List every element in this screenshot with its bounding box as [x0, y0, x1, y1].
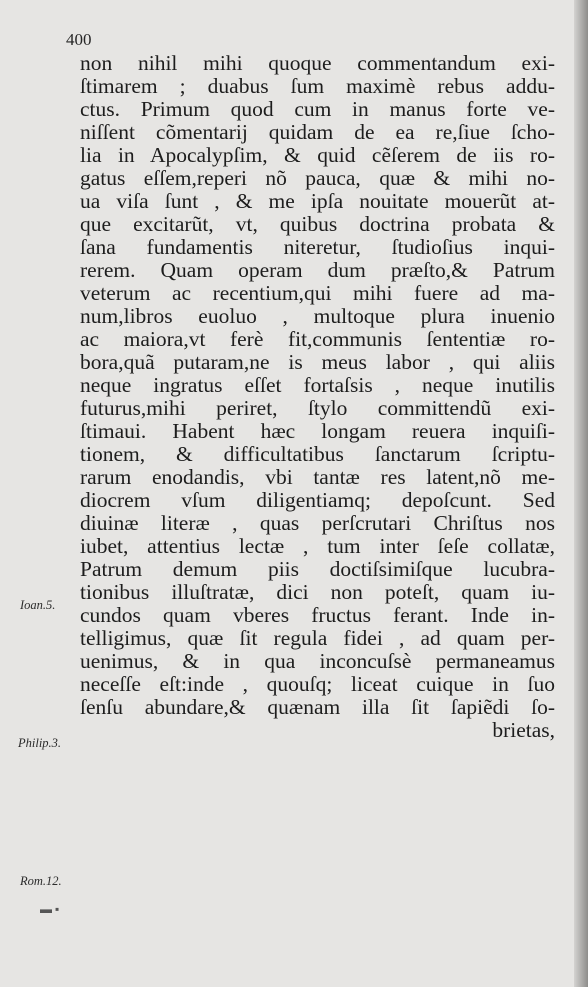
text-line: que excitarũt, vt, quibus doctrina probata &	[80, 213, 555, 236]
text-line: num,libros euoluo , multoque plura inuenio	[80, 305, 555, 328]
text-line: rerem. Quam operam dum præſto,& Patrum	[80, 259, 555, 282]
text-line: ſtimarem ; duabus ſum maximè rebus addu-	[80, 75, 555, 98]
text-line: rarum enodandis, vbi tantæ res latent,nõ me-	[80, 466, 555, 489]
text-line: uenimus, & in qua inconcuſsè permaneamus	[80, 650, 555, 673]
ink-smudge-mark: ▬ ▪	[40, 902, 60, 916]
margin-note-rom: Rom.12.	[20, 874, 62, 888]
text-line-catchword: brietas,	[492, 719, 555, 742]
text-line: ctus. Primum quod cum in manus forte ve-	[80, 98, 555, 121]
text-line: non nihil mihi quoque commentandum exi-	[80, 52, 555, 75]
text-line: neceſſe eſt:inde , quouſq; liceat cuique in ſuo	[80, 673, 555, 696]
text-line: ſenſu abundare,& quænam illa ſit ſapiẽdi ſo-	[80, 696, 555, 719]
page-number: 400	[66, 30, 92, 49]
page-edge-shadow	[574, 0, 588, 987]
body-text	[80, 52, 555, 742]
text-line: tionibus illuſtratæ, dici non poteſt, quam iu-	[80, 581, 555, 604]
text-line: gatus eſſem,reperi nõ pauca, quæ & mihi no-	[80, 167, 555, 190]
text-line: iubet, attentius lectæ , tum inter ſeſe collatæ,	[80, 535, 555, 558]
text-line: veterum ac recentium,qui mihi fuere ad ma-	[80, 282, 555, 305]
text-line: neque ingratus eſſet fortaſsis , neque inutilis	[80, 374, 555, 397]
text-line: ac maiora,vt ferè fit,communis ſententiæ ro-	[80, 328, 555, 351]
text-line: ſana fundamentis niteretur, ſtudioſius inqui-	[80, 236, 555, 259]
margin-note-ioan: Ioan.5.	[20, 598, 56, 612]
text-line: bora,quã putaram,ne is meus labor , qui aliis	[80, 351, 555, 374]
text-line: ſtimaui. Habent hæc longam reuera inquiſi-	[80, 420, 555, 443]
text-line: futurus,mihi periret, ſtylo committendũ exi-	[80, 397, 555, 420]
text-line: lia in Apocalypſim, & quid cẽſerem de iis ro-	[80, 144, 555, 167]
text-line: diocrem vſum diligentiamq; depoſcunt. Sed	[80, 489, 555, 512]
text-line: ua viſa ſunt , & me ipſa nouitate mouerũt at-	[80, 190, 555, 213]
text-line: diuinæ literæ , quas perſcrutari Chriſtus nos	[80, 512, 555, 535]
text-line: niſſent cõmentarij quidam de ea re,ſiue ſcho-	[80, 121, 555, 144]
margin-note-philip: Philip.3.	[18, 736, 62, 750]
text-line: telligimus, quæ ſit regula fidei , ad quam per-	[80, 627, 555, 650]
text-line: tionem, & difficultatibus ſanctarum ſcriptu-	[80, 443, 555, 466]
text-line: cundos quam vberes fructus ferant. Inde in-	[80, 604, 555, 627]
text-line: Patrum demum piis doctiſsimiſque lucubra-	[80, 558, 555, 581]
